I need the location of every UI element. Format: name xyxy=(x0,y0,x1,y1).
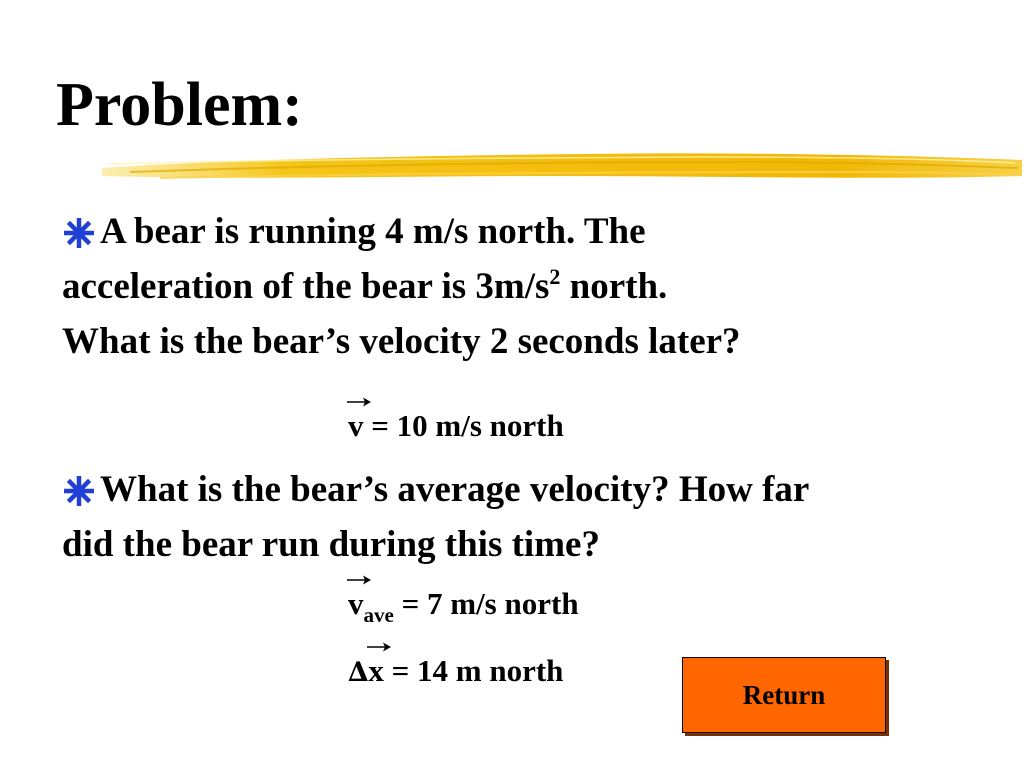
velocity-value: = 10 m/s north xyxy=(363,408,564,443)
bullet-1-line-2-text: acceleration of the bear is 3m/s xyxy=(62,266,550,307)
delta-symbol: ∆ xyxy=(348,657,369,688)
bullet-1-line-2 xyxy=(62,259,1002,314)
slide-title: Problem: xyxy=(56,71,303,139)
average-velocity-vector-symbol xyxy=(348,588,364,619)
average-velocity-symbol: v xyxy=(348,586,364,621)
bullet-1-line-1: A bear is running 4 m/s north. The xyxy=(100,211,646,252)
bullet-problem-average xyxy=(62,462,1002,572)
bullet-1-line-3: What is the bear’s velocity 2 seconds later? xyxy=(62,321,741,362)
displacement-symbol: x xyxy=(368,653,384,688)
answer-displacement xyxy=(348,655,563,686)
title-brush-underline xyxy=(100,146,1024,190)
average-velocity-value: = 7 m/s north xyxy=(393,586,579,621)
displacement-value: = 14 m north xyxy=(383,653,564,688)
velocity-symbol: v xyxy=(348,408,364,443)
vector-arrow-icon xyxy=(366,641,392,653)
bullet-1-line-2-tail: north. xyxy=(560,266,668,307)
answer-velocity xyxy=(348,410,564,441)
squared-superscript: 2 xyxy=(549,264,561,289)
velocity-vector-symbol xyxy=(348,410,364,441)
asterisk-icon xyxy=(62,474,96,508)
return-button[interactable]: Return xyxy=(682,657,886,733)
displacement-vector-symbol xyxy=(368,655,384,686)
bullet-problem-velocity xyxy=(62,204,1002,369)
bullet-2-line-1: What is the bear’s average velocity? How far xyxy=(100,469,810,510)
bullet-2-line-2: did the bear run during this time? xyxy=(62,524,600,565)
answer-average-velocity xyxy=(348,586,579,627)
vector-arrow-icon xyxy=(346,396,372,408)
asterisk-icon xyxy=(62,216,96,250)
average-subscript: ave xyxy=(363,603,394,627)
vector-arrow-icon xyxy=(346,574,372,586)
